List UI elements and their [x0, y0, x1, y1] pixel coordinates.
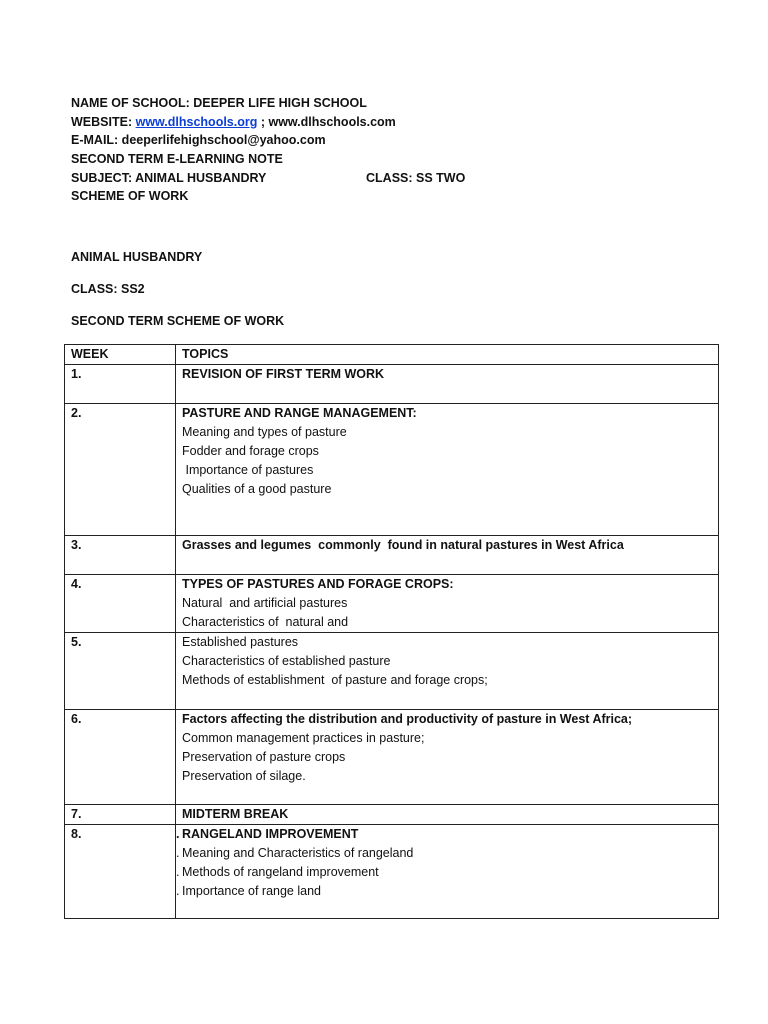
topic-line: [176, 825, 712, 844]
topic-text: Meaning and Characteristics of rangeland: [182, 846, 414, 860]
week-cell: 3.: [65, 536, 176, 575]
topic-line: [176, 882, 712, 901]
topic-line: Grasses and legumes commonly found in natural pastures in West Africa: [182, 538, 624, 552]
table-row: [65, 825, 719, 919]
topic-line: Preservation of pasture crops: [182, 750, 346, 764]
section-title: ANIMAL HUSBANDRY: [71, 250, 203, 264]
class-label: CLASS: SS TWO: [366, 170, 466, 185]
topic-line: Characteristics of established pasture: [182, 654, 391, 668]
topic-line: [176, 863, 712, 882]
table-header-row: [65, 345, 719, 365]
scheme-title: SECOND TERM SCHEME OF WORK: [71, 314, 285, 328]
week-cell: 2.: [65, 404, 176, 536]
document-header: [71, 94, 466, 206]
website-line: [71, 113, 396, 132]
term-note: SECOND TERM E-LEARNING NOTE: [71, 152, 283, 167]
topics-cell: [176, 805, 719, 825]
topics-cell: [176, 365, 719, 404]
topic-line: Common management practices in pasture;: [182, 731, 425, 745]
topic-text: Methods of rangeland improvement: [182, 865, 379, 879]
website-alt: ; www.dlhschools.com: [257, 114, 396, 129]
topics-cell: [176, 536, 719, 575]
topic-line: [176, 844, 712, 863]
week-cell: 7.: [65, 805, 176, 825]
topic-line: Fodder and forage crops: [182, 444, 319, 458]
topic-text: Importance of range land: [182, 884, 321, 898]
topic-line: Methods of establishment of pasture and forage crops;: [182, 673, 488, 687]
week-cell: 6.: [65, 710, 176, 805]
topic-line: TYPES OF PASTURES AND FORAGE CROPS:: [182, 577, 454, 591]
topic-line: PASTURE AND RANGE MANAGEMENT:: [182, 406, 417, 420]
topic-line: Preservation of silage.: [182, 769, 306, 783]
email-line: E-MAIL: deeperlifehighschool@yahoo.com: [71, 133, 326, 148]
subject-label: SUBJECT: ANIMAL HUSBANDRY: [71, 170, 267, 185]
topics-cell: [176, 633, 719, 710]
school-name: NAME OF SCHOOL: DEEPER LIFE HIGH SCHOOL: [71, 96, 367, 110]
topic-line: Natural and artificial pastures: [182, 596, 348, 610]
table-row: [65, 575, 719, 633]
topic-line: REVISION OF FIRST TERM WORK: [182, 367, 385, 381]
topic-line: Qualities of a good pasture: [182, 482, 332, 496]
topic-line: Established pastures: [182, 635, 299, 649]
bullet-mark: .: [176, 884, 180, 898]
week-cell: 4.: [65, 575, 176, 633]
scheme-table: [64, 344, 719, 919]
week-cell: 1.: [65, 365, 176, 404]
table-row: [65, 536, 719, 575]
header-week: WEEK: [65, 345, 176, 365]
scheme-label: SCHEME OF WORK: [71, 189, 189, 204]
topics-cell: [176, 404, 719, 536]
table-row: [65, 404, 719, 536]
week-cell: 5.: [65, 633, 176, 710]
website-label: WEBSITE:: [71, 114, 136, 129]
bullet-mark: .: [176, 827, 180, 841]
topics-cell: [176, 710, 719, 805]
subject-class-line: [71, 169, 466, 188]
section-class: CLASS: SS2: [71, 282, 145, 296]
topic-text: RANGELAND IMPROVEMENT: [182, 827, 359, 841]
website-link[interactable]: www.dlhschools.org: [135, 114, 258, 129]
topics-cell: [176, 825, 719, 919]
week-cell: 8.: [65, 825, 176, 919]
table-row: [65, 633, 719, 710]
table-row: [65, 805, 719, 825]
header-topics: TOPICS: [176, 345, 719, 365]
table-row: [65, 365, 719, 404]
topics-cell: [176, 575, 719, 633]
topic-line: MIDTERM BREAK: [182, 807, 289, 821]
bullet-mark: .: [176, 865, 180, 879]
table-row: [65, 710, 719, 805]
topic-line: Importance of pastures: [182, 463, 314, 477]
topic-line: Meaning and types of pasture: [182, 425, 347, 439]
topic-line: Characteristics of natural and: [182, 615, 349, 629]
bullet-mark: .: [176, 846, 180, 860]
topic-line: Factors affecting the distribution and productivity of pasture in West Africa;: [182, 712, 633, 726]
